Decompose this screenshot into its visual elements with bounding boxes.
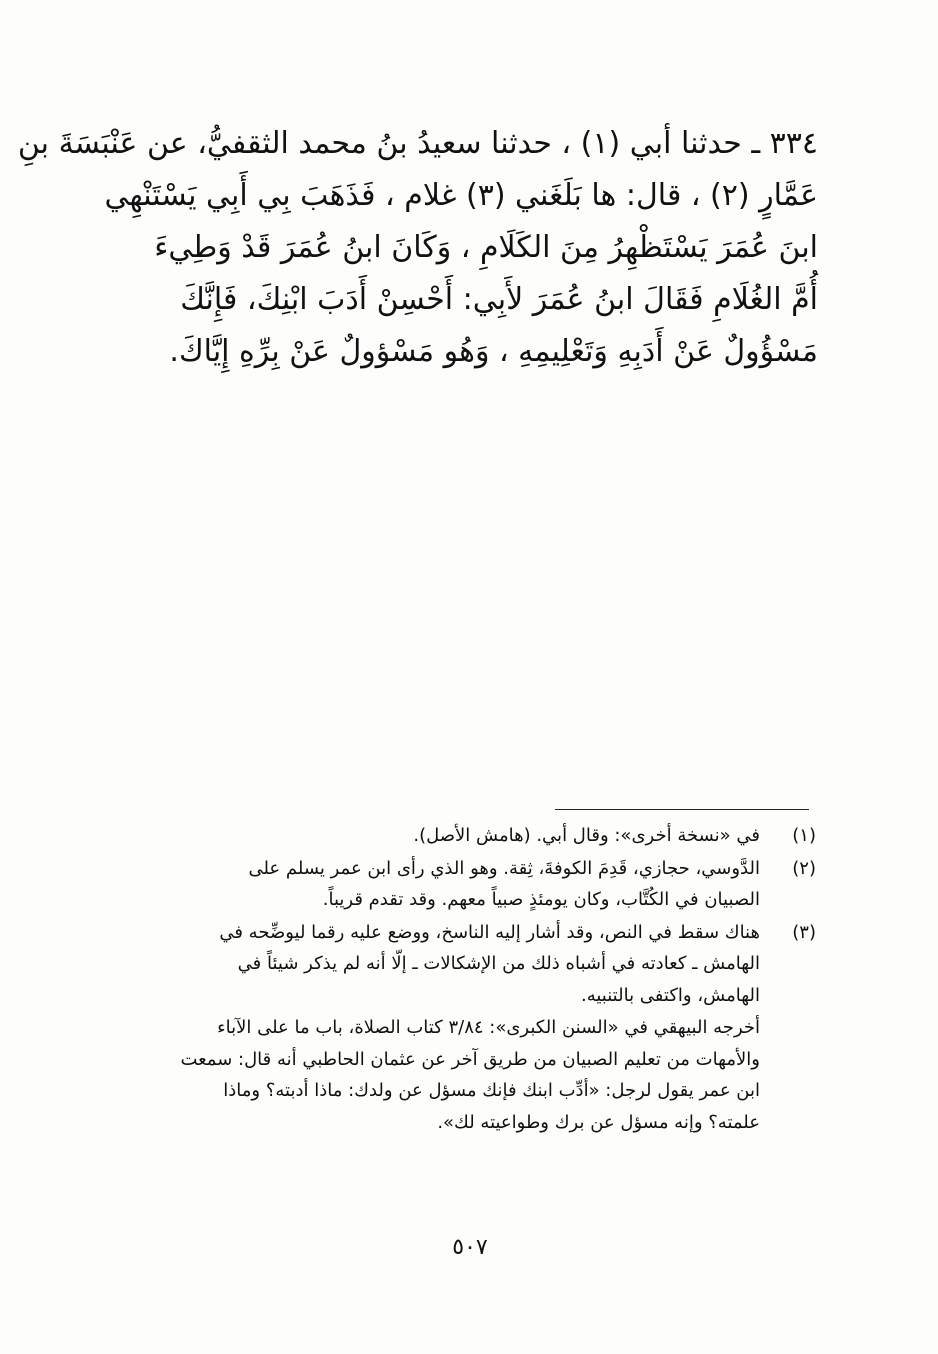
hadith-line: ٣٣٤ ـ حدثنا أبي (١) ، حدثنا سعيدُ بنُ محمد الثقفيُّ، عن عَنْبَسَةَ بنِ (17, 126, 818, 161)
hadith-line: مَسْؤُولٌ عَنْ أَدَبِهِ وَتَعْلِيمِهِ ، وَهُو مَسْؤولٌ عَنْ بِرِّهِ إِيَّاكَ. (169, 334, 818, 369)
footnote-continuation (116, 1012, 816, 1138)
footnote-number: (١) (792, 825, 816, 846)
footnote-line: والأمهات من تعليم الصبيان من طريق آخر عن عثمان الحاطبي أنه قال: سمعت (180, 1048, 760, 1070)
footnote-line: ابن عمر يقول لرجل: «أدِّب ابنك فإنك مسؤل عن ولدك: ماذا أدبته؟ وماذا (223, 1080, 760, 1101)
hadith-line: عَمَّارٍ (٢) ، قال: ها بَلَغَني (٣) غلام ، فَذَهَبَ بِي أَبِي يَسْتَنْهِي (104, 178, 818, 213)
footnotes-section (116, 820, 816, 1138)
footnote-3 (116, 917, 816, 1012)
footnote-line: الصبيان في الكُتَّاب، وكان يومئذٍ صبياً معهم. وقد تقدم قريباً. (322, 889, 760, 910)
footnote-line: الهامش ـ كعادته في أشباه ذلك من الإشكالات ـ إلّا أنه لم يذكر شيئاً في (237, 953, 760, 974)
footnote-number: (٢) (792, 857, 816, 879)
hadith-line: ابنَ عُمَرَ يَسْتَظْهِرُ مِنَ الكَلَامِ ، وَكَانَ ابنُ عُمَرَ قَدْ وَطِيءَ (154, 230, 818, 265)
footnote-line: علمته؟ وإنه مسؤل عن برك وطواعيته لك». (437, 1111, 760, 1133)
footnote-line: في «نسخة أخرى»: وقال أبي. (هامش الأصل). (413, 825, 760, 846)
hadith-line: أُمَّ الغُلَامِ فَقَالَ ابنُ عُمَرَ لأَبِي: أَحْسِنْ أَدَبَ ابْنِكَ، فَإِنَّكَ (180, 282, 818, 317)
footnote-line: الهامش، واكتفى بالتنبيه. (581, 984, 760, 1006)
footnote-line: هناك سقط في النص، وقد أشار إليه الناسخ، ووضع عليه رقما ليوضِّحه في (219, 921, 760, 943)
footnote-2 (116, 853, 816, 916)
footnote-line: أخرجه البيهقي في «السنن الكبرى»: ٣/٨٤ كتاب الصلاة، باب ما على الآباء (217, 1017, 760, 1038)
footnote-1 (116, 820, 816, 852)
footnote-divider (555, 809, 809, 810)
footnote-number: (٣) (792, 921, 816, 943)
footnote-body (116, 820, 760, 852)
page-number: ٥٠٧ (452, 1235, 488, 1260)
hadith-text (17, 118, 818, 378)
footnote-body (116, 917, 760, 1012)
footnote-line: الدَّوسي، حجازي، قَدِمَ الكوفةَ، ثِقة. وهو الذي رأى ابن عمر يسلم على (248, 857, 760, 879)
footnote-body (116, 853, 760, 916)
